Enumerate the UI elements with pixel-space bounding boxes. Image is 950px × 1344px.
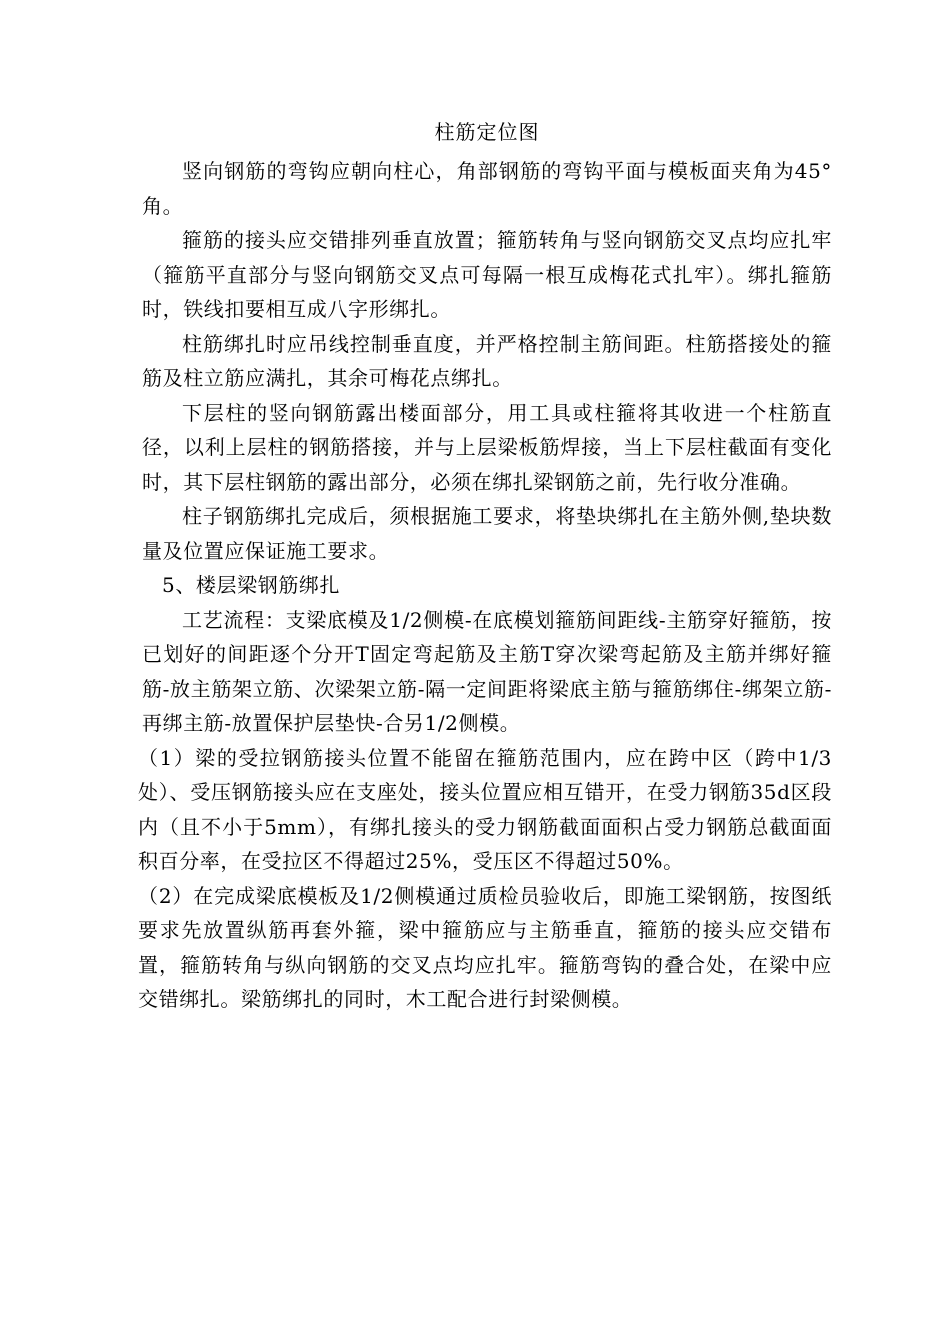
list-item-2: （2）在完成梁底模板及1/2侧模通过质检员验收后，即施工梁钢筋，按图纸要求先放置纵筋再套外箍，梁中箍筋应与主筋垂直，箍筋的接头应交错布置，箍筋转角与纵向钢筋的交叉点均应扎牢。箍筋弯钩的叠合处，在梁中应交错绑扎。梁筋绑扎的同时，木工配合进行封梁侧模。 <box>138 883 832 1011</box>
paragraph-stirrup-joints: 箍筋的接头应交错排列垂直放置；箍筋转角与竖向钢筋交叉点均应扎牢（箍筋平直部分与竖向钢筋交叉点可每隔一根互成梅花式扎牢）。绑扎箍筋时，铁线扣要相互成八字形绑扎。 <box>142 228 832 321</box>
paragraph-lower-column-bars: 下层柱的竖向钢筋露出楼面部分，用工具或柱箍将其收进一个柱筋直径，以利上层柱的钢筋搭接，并与上层梁板筋焊接，当上下层柱截面有变化时，其下层柱钢筋的露出部分，必须在绑扎梁钢筋之前，先行收分准确。 <box>142 400 832 494</box>
paragraph-verticality-control: 柱筋绑扎时应吊线控制垂直度，并严格控制主筋间距。柱筋搭接处的箍筋及柱立筋应满扎，其余可梅花点绑扎。 <box>142 331 832 390</box>
list-item-1: （1）梁的受拉钢筋接头位置不能留在箍筋范围内，应在跨中区（跨中1/3处）、受压钢筋接头应在支座处，接头位置应相互错开，在受力钢筋35d区段内（且不小于5mm），有绑扎接头的受力钢筋截面面积占受力钢筋总截面面积百分率，在受拉区不得超过25%，受压区不得超过50%。 <box>138 745 832 873</box>
document-page <box>138 118 832 1017</box>
section-heading-beam-rebar: 5、楼层梁钢筋绑扎 <box>162 573 341 597</box>
paragraph-spacer-blocks: 柱子钢筋绑扎完成后，须根据施工要求，将垫块绑扎在主筋外侧,垫块数量及位置应保证施工要求。 <box>142 504 832 563</box>
figure-caption-title: 柱筋定位图 <box>434 120 540 144</box>
paragraph-hook-orientation: 竖向钢筋的弯钩应朝向柱心，角部钢筋的弯钩平面与模板面夹角为45°角。 <box>142 159 832 218</box>
paragraph-process-flow: 工艺流程：支梁底模及1/2侧模-在底模划箍筋间距线-主筋穿好箍筋，按已划好的间距逐个分开T固定弯起筋及主筋T穿次梁弯起筋及主筋并绑好箍筋-放主筋架立筋、次梁架立筋-隔一定间距将梁底主筋与箍筋绑住-绑架立筋-再绑主筋-放置保护层垫快-合另1/2侧模。 <box>142 607 832 735</box>
